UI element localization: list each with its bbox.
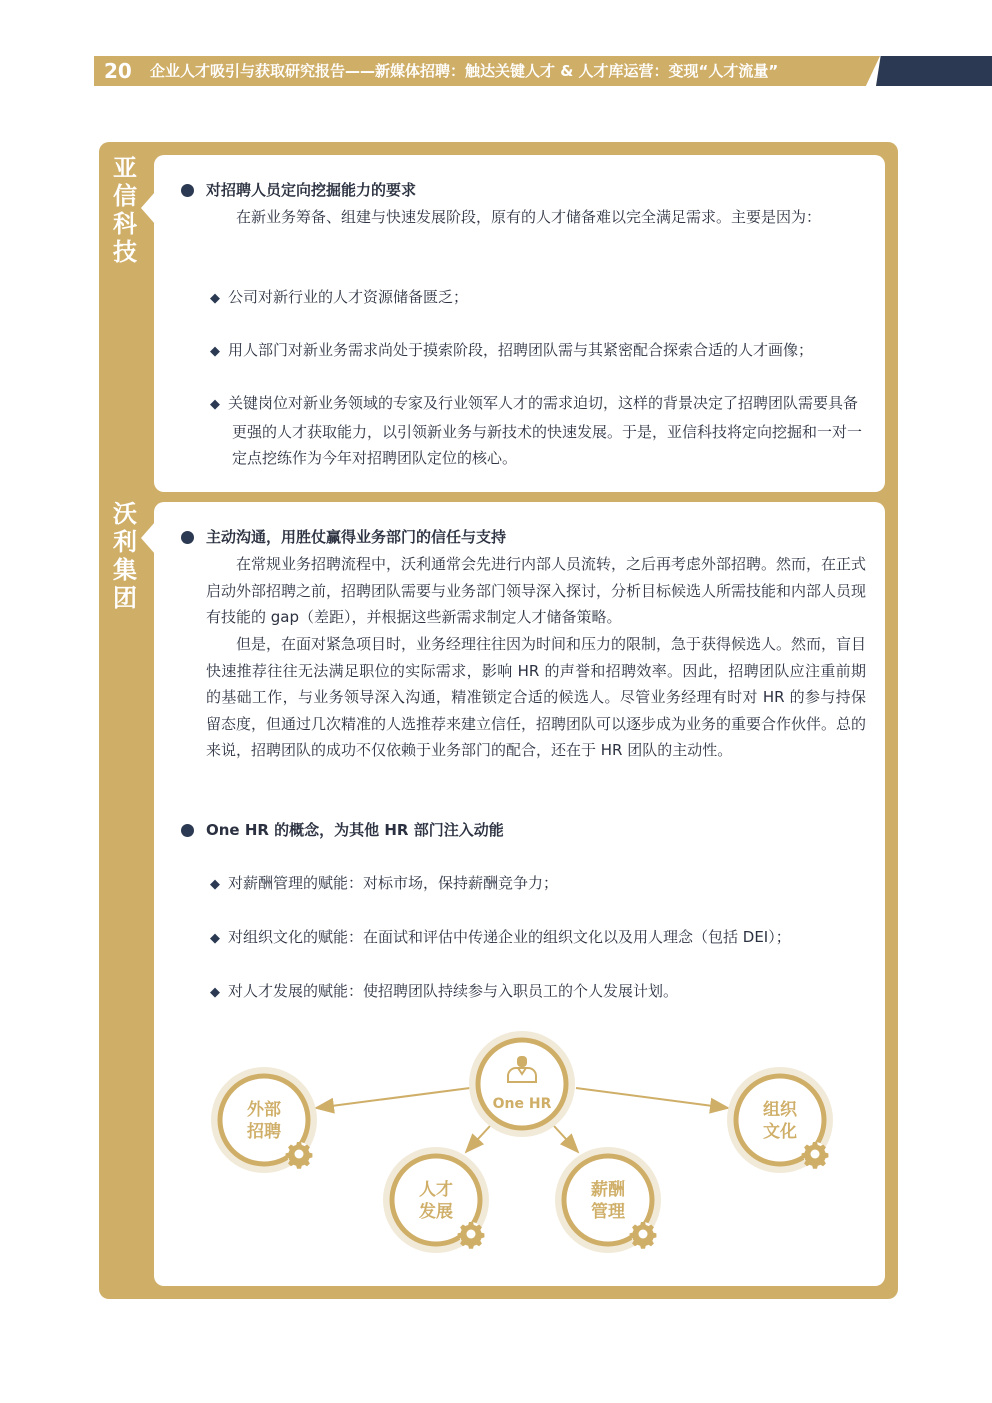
svg-text:文化: 文化 xyxy=(763,1122,797,1142)
diamond-icon: ◆ xyxy=(210,985,220,1000)
paragraph: 在新业务筹备、组建与快速发展阶段，原有的人才储备难以完全满足需求。主要是因为： xyxy=(236,208,822,226)
svg-text:发展: 发展 xyxy=(419,1202,453,1222)
node-compensation-management xyxy=(555,1147,661,1253)
svg-text:管理: 管理 xyxy=(591,1202,625,1222)
svg-text:外部: 外部 xyxy=(247,1100,281,1120)
connector-line xyxy=(554,1126,578,1152)
svg-text:组织: 组织 xyxy=(763,1100,797,1120)
gear-icon xyxy=(286,1142,313,1169)
bullet-dot-icon xyxy=(181,531,194,544)
company-label-worley: 沃利集团 xyxy=(113,500,137,612)
page-number: 20 xyxy=(104,59,132,83)
section-heading: One HR 的概念，为其他 HR 部门注入动能 xyxy=(206,821,504,839)
diamond-icon: ◆ xyxy=(210,397,220,412)
card-pointer xyxy=(141,192,155,224)
company-label-asiainfo: 亚信科技 xyxy=(113,154,137,266)
bullet-dot-icon xyxy=(181,184,194,197)
connector-line xyxy=(466,1126,490,1152)
list-item-text: 对组织文化的赋能：在面试和评估中传递企业的组织文化以及用人理念（包括 DEI）； xyxy=(228,928,791,946)
card-pointer xyxy=(141,522,155,554)
list-item xyxy=(210,924,866,953)
list-item xyxy=(210,284,866,313)
node-external-recruiting xyxy=(211,1067,317,1173)
connector-line xyxy=(576,1088,728,1108)
list-item xyxy=(210,390,866,472)
list-item xyxy=(210,978,866,1007)
one-hr-diagram xyxy=(154,1020,885,1260)
diamond-icon: ◆ xyxy=(210,877,220,892)
list-item-text: 对人才发展的赋能：使招聘团队持续参与入职员工的个人发展计划。 xyxy=(228,982,679,1000)
section-heading: 主动沟通，用胜仗赢得业务部门的信任与支持 xyxy=(206,528,507,546)
list-item-text: 对薪酬管理的赋能：对标市场，保持薪酬竞争力； xyxy=(228,874,559,892)
header-accent xyxy=(876,56,992,86)
diamond-icon: ◆ xyxy=(210,931,220,946)
svg-text:薪酬: 薪酬 xyxy=(591,1180,625,1200)
section-heading: 对招聘人员定向挖掘能力的要求 xyxy=(206,181,417,199)
diamond-icon: ◆ xyxy=(210,291,220,306)
bullet-dot-icon xyxy=(181,824,194,837)
diamond-icon: ◆ xyxy=(210,344,220,359)
svg-text:人才: 人才 xyxy=(419,1180,453,1200)
list-item-text: 公司对新行业的人才资源储备匮乏； xyxy=(228,288,469,306)
list-item xyxy=(210,870,866,899)
connector-line xyxy=(316,1088,470,1108)
svg-text:招聘: 招聘 xyxy=(247,1122,281,1142)
paragraph: 但是，在面对紧急项目时，业务经理往往因为时间和压力的限制，急于获得候选人。然而，盲目快速推荐往往无法满足职位的实际需求，影响 HR 的声誉和招聘效率。因此，招聘团队应注重前期的基础工作，与业务领导深入沟通，精准锁定合适的候选人。尽管业务经理有时对 HR 的参与持保留态度，但通过几次精准的人选推荐来建立信任，招聘团队可以逐步成为业务的重要合作伙伴。总的来说，招聘团队的成功不仅依赖于业务部门的配合，还在于 HR 团队的主动性。 xyxy=(206,635,867,759)
gear-icon xyxy=(630,1222,657,1249)
page-title: 企业人才吸引与获取研究报告——新媒体招聘：触达关键人才 & 人才库运营：变现“人才流量” xyxy=(150,62,779,80)
paragraph: 在常规业务招聘流程中，沃利通常会先进行内部人员流转，之后再考虑外部招聘。然而，在正式启动外部招聘之前，招聘团队需要与业务部门领导深入探讨，分析目标候选人所需技能和内部人员现有技能的 gap（差距），并根据这些新需求制定人才储备策略。 xyxy=(206,555,867,626)
center-label: One HR xyxy=(492,1096,552,1112)
node-organizational-culture xyxy=(727,1067,833,1173)
list-item-text: 用人部门对新业务需求尚处于摸索阶段，招聘团队需与其紧密配合探索合适的人才画像； xyxy=(228,341,814,359)
gear-icon xyxy=(802,1142,829,1169)
node-talent-development xyxy=(383,1147,489,1253)
list-item-text: 关键岗位对新业务领域的专家及行业领军人才的需求迫切，这样的背景决定了招聘团队需要具备更强的人才获取能力，以引领新业务与新技术的快速发展。于是，亚信科技将定向挖掘和一对一定点挖练作为今年对招聘团队定位的核心。 xyxy=(228,394,863,467)
center-node xyxy=(469,1031,575,1137)
list-item xyxy=(210,337,866,366)
gear-icon xyxy=(458,1222,485,1249)
